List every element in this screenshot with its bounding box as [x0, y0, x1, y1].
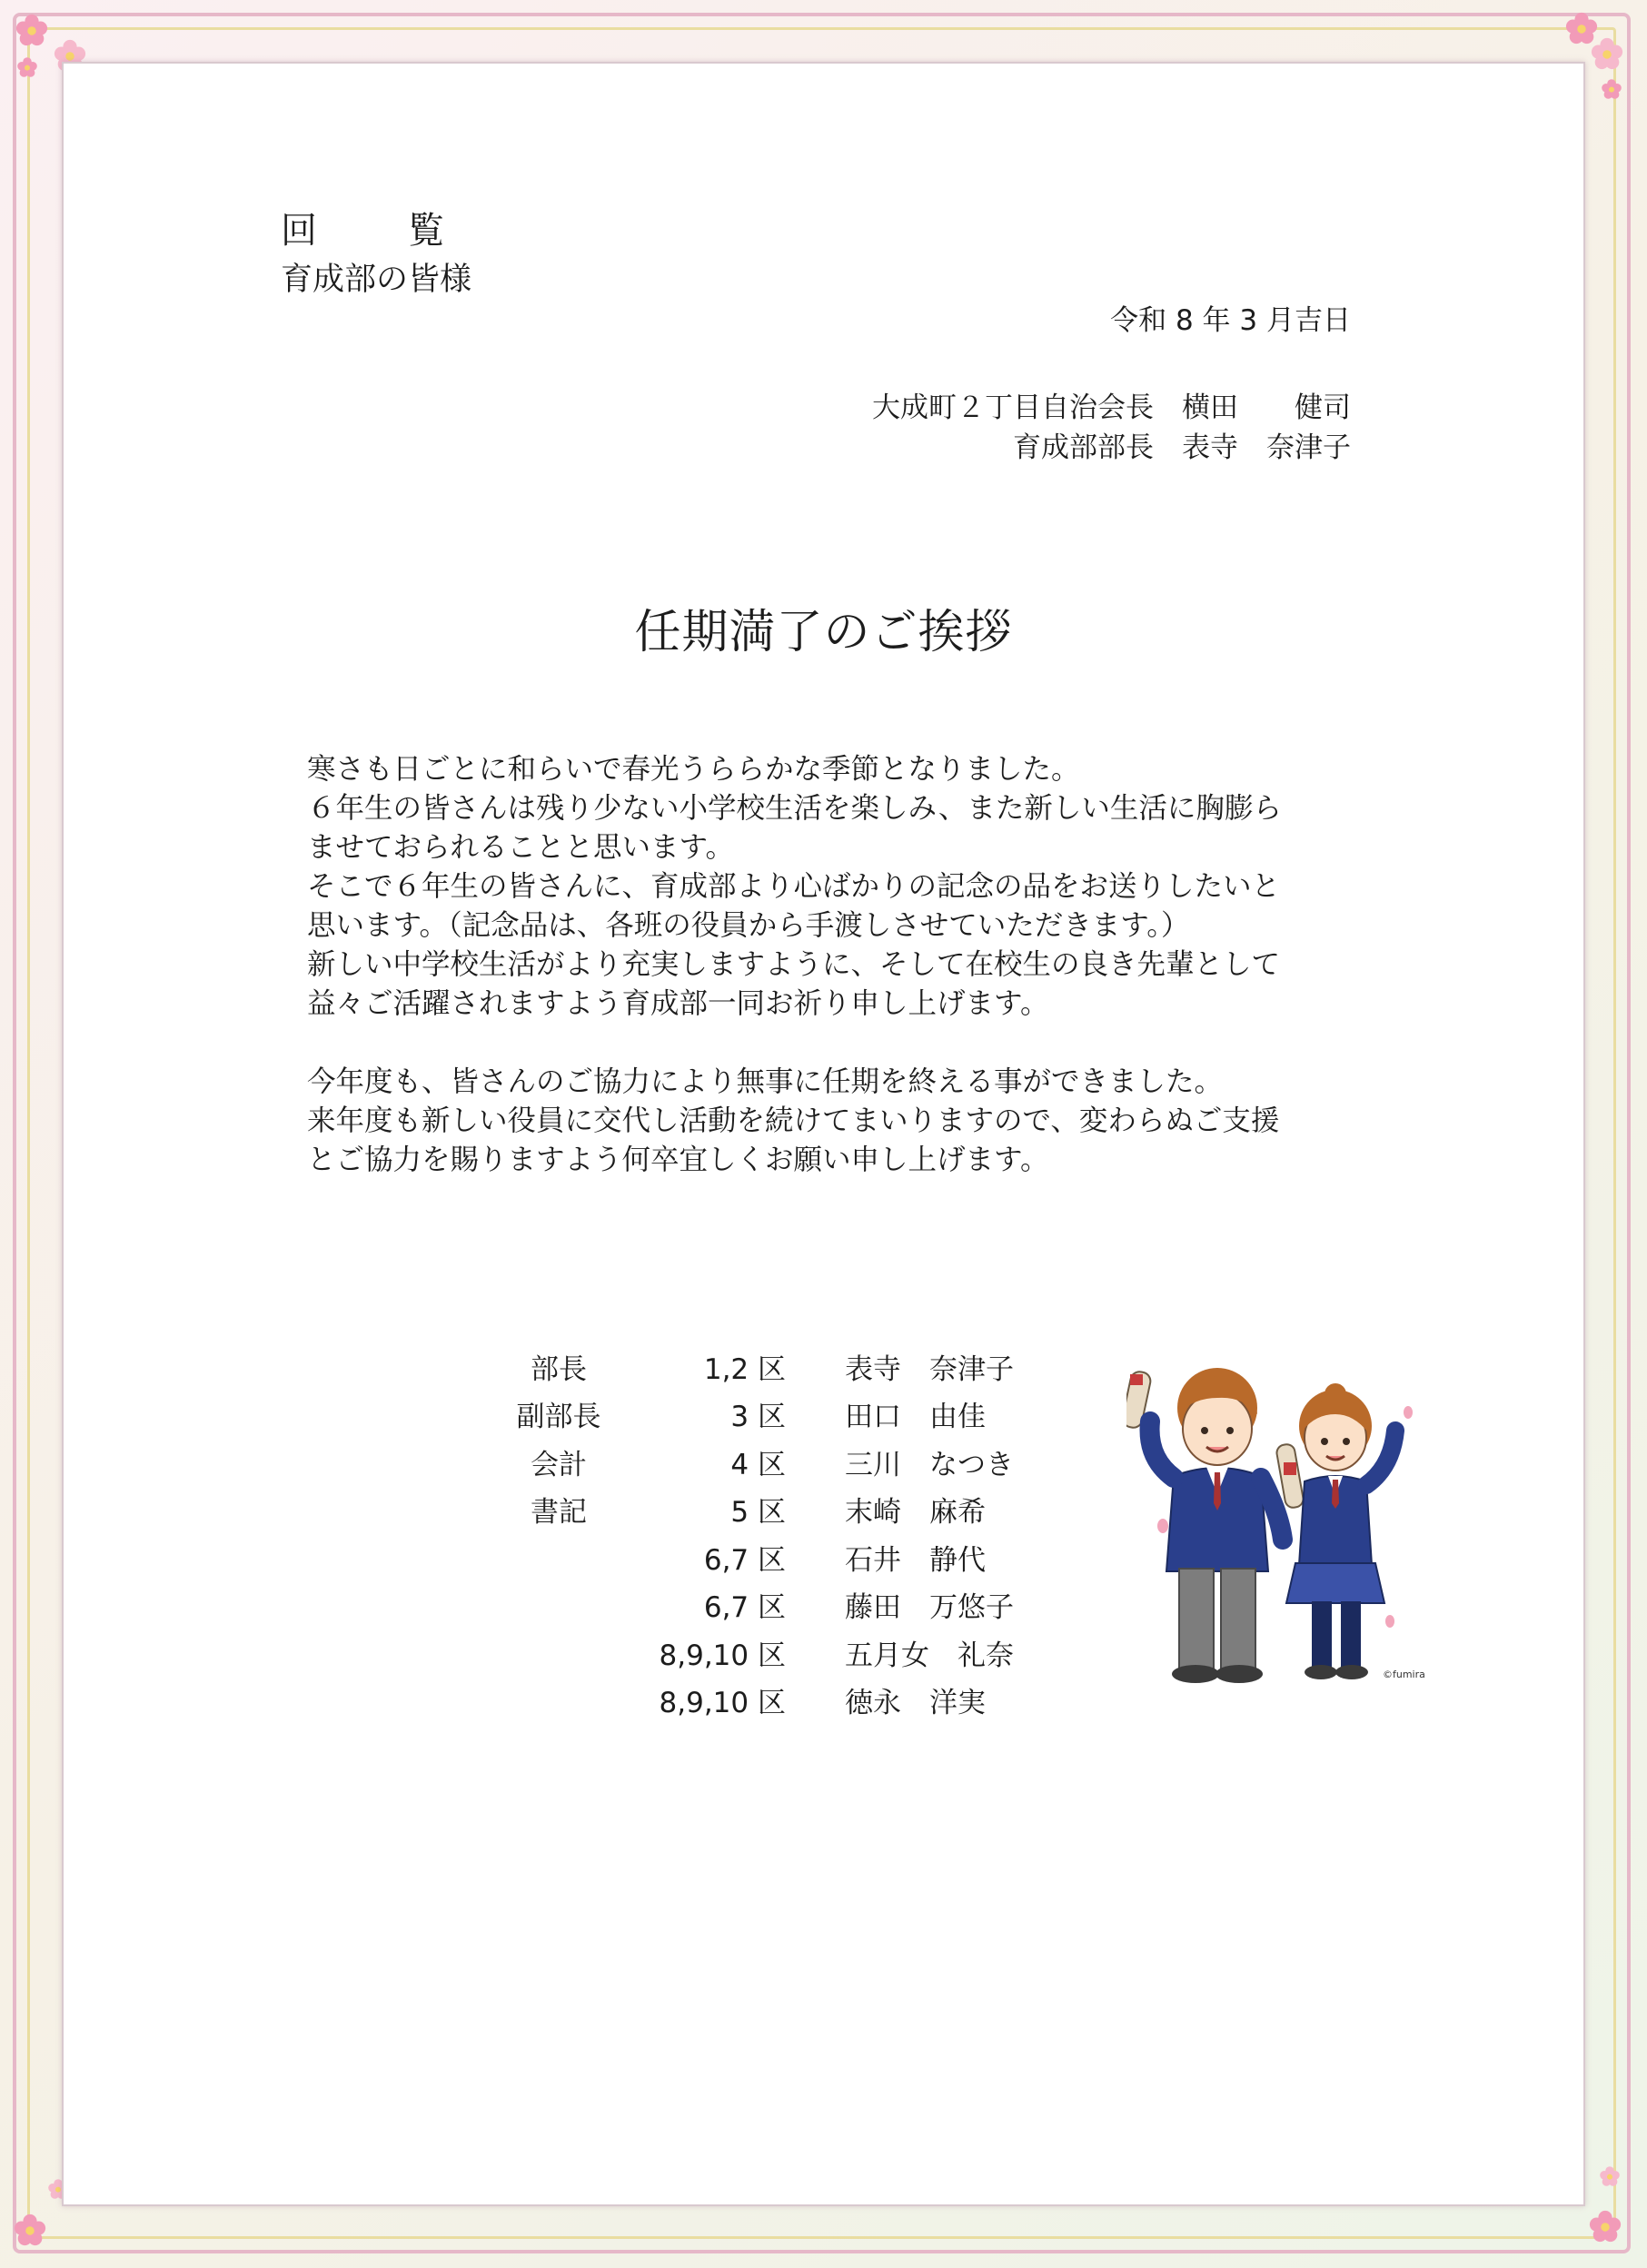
roster-district: 3 区 [730, 1401, 786, 1434]
document-title: 任期満了のご挨拶 [634, 606, 1013, 659]
roster-district: 1,2 区 [703, 1352, 786, 1386]
graduating-students-illustration [1126, 1358, 1426, 1694]
corner-flower-icon [1601, 78, 1622, 100]
body-line: 新しい中学校生活がより充実しますように、そして在校生の良き先輩として [307, 948, 1281, 981]
sender-line: 大成町２丁目自治会長 横田 健司 [872, 391, 1351, 424]
addressee: 育成部の皆様 [281, 262, 472, 298]
roster-district: 6,7 区 [703, 1591, 786, 1625]
roster-name: 徳永 洋実 [845, 1687, 986, 1720]
body-line: とご協力を賜りますよう何卒宜しくお願い申し上げます。 [307, 1144, 1049, 1176]
body-line: そこで６年生の皆さんに、育成部より心ばかりの記念の品をお送りしたいと [307, 870, 1281, 903]
roster-name: 表寺 奈津子 [845, 1352, 1014, 1386]
corner-flower-icon [16, 56, 38, 78]
roster-name: 藤田 万悠子 [845, 1591, 1014, 1625]
roster-district: 5 区 [730, 1496, 786, 1530]
boy-figure-icon [1126, 1368, 1283, 1683]
roster-name: 石井 静代 [845, 1543, 986, 1577]
body-line: 寒さも日ごとに和らいで春光うららかな季節となりました。 [307, 753, 1080, 786]
roster-row [491, 1486, 1081, 1534]
roster-role: 書記 [531, 1496, 587, 1530]
roster-row [491, 1629, 1081, 1677]
roster-name: 末崎 麻希 [845, 1496, 986, 1530]
letter-body [307, 750, 1361, 1180]
body-line: ６年生の皆さんは残り少ない小学校生活を楽しみ、また新しい生活に胸膨ら [307, 792, 1282, 825]
roster-name: 田口 由佳 [845, 1401, 986, 1434]
officer-roster [491, 1342, 1081, 1724]
corner-flower-icon [15, 13, 49, 47]
body-line: 益々ご活躍されますよう育成部一同お祈り申し上げます。 [307, 987, 1049, 1020]
body-line: 来年度も新しい役員に交代し活動を続けてまいりますので、変わらぬご支援 [307, 1104, 1280, 1137]
roster-role [491, 1677, 627, 1725]
roster-row [491, 1438, 1081, 1486]
issue-date: 令和 8 年 3 月吉日 [1110, 304, 1351, 337]
roster-role: 会計 [531, 1448, 587, 1481]
roster-row [491, 1677, 1081, 1725]
roster-district: 8,9,10 区 [659, 1687, 786, 1720]
corner-flower-icon [1590, 36, 1624, 71]
roster-district: 4 区 [730, 1448, 786, 1481]
roster-row [491, 1533, 1081, 1581]
circulation-char-1: 回 [281, 210, 317, 252]
roster-role [491, 1629, 627, 1677]
roster-role [491, 1581, 627, 1629]
roster-role [491, 1533, 627, 1581]
roster-role: 部長 [531, 1352, 587, 1386]
roster-role: 副部長 [516, 1401, 601, 1434]
roster-name: 三川 なつき [845, 1448, 1014, 1481]
roster-name: 五月女 礼奈 [845, 1639, 1014, 1672]
illustration-credit: ©fumira [1383, 1669, 1425, 1680]
circulation-heading [281, 202, 444, 253]
corner-flower-icon [1588, 2209, 1622, 2243]
roster-row [491, 1581, 1081, 1629]
girl-figure-icon [1275, 1383, 1395, 1679]
body-line: 今年度も、皆さんのご協力により無事に任期を終える事ができました。 [307, 1065, 1224, 1098]
sender-line: 育成部部長 表寺 奈津子 [1013, 431, 1351, 464]
circulation-char-2: 覧 [408, 210, 444, 252]
roster-district: 6,7 区 [703, 1543, 786, 1577]
roster-district: 8,9,10 区 [659, 1639, 786, 1672]
body-line: ませておられることと思います。 [307, 831, 734, 864]
corner-flower-icon [1599, 2165, 1621, 2187]
body-line: 思います。（記念品は、各班の役員から手渡しさせていただきます。） [307, 909, 1190, 942]
roster-row [491, 1391, 1081, 1439]
paragraph-gap [307, 1024, 1361, 1063]
corner-flower-icon [13, 2213, 47, 2247]
roster-row [491, 1342, 1081, 1391]
